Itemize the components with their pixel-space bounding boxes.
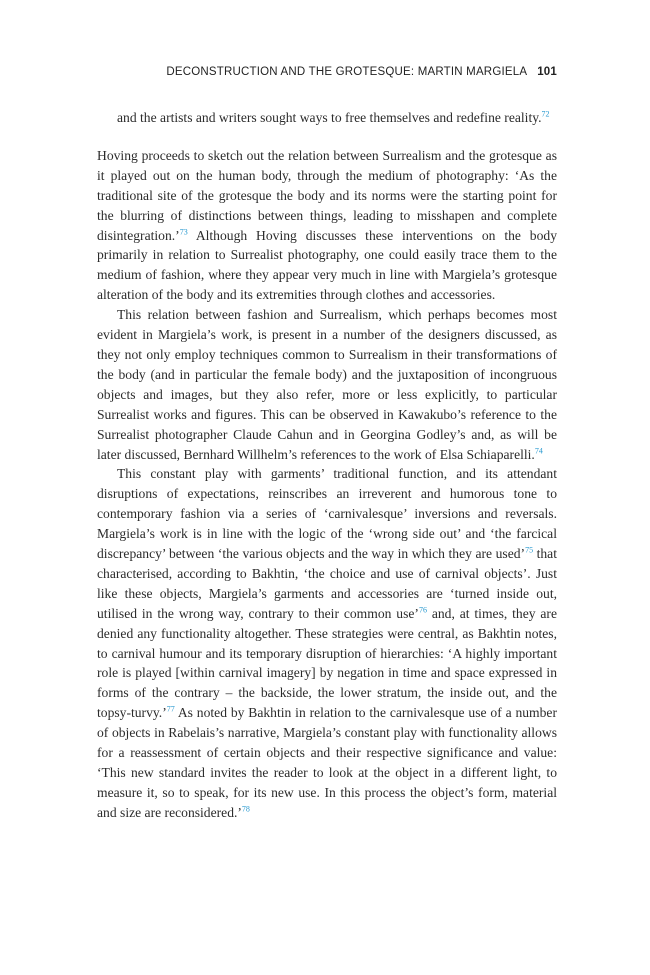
paragraph-3-text-a: This constant play with garments’ traditional function, and its attendant disruptions of expectations, reinscribes an irreverent and humorous tone to contemporary fashion via a series of ‘carnivalesque’ inversions and reversals. Margiela’s work is in line with the logic of the ‘wrong side out’ and ‘the farcical discrepancy’ between ‘the various objects and the way in which they are used’ bbox=[97, 466, 557, 562]
footnote-ref-78[interactable]: 78 bbox=[241, 804, 250, 814]
footnote-ref-77[interactable]: 77 bbox=[166, 704, 175, 714]
paragraph-1-text-b: Although Hoving discusses these interventions on the body primarily in relation to Surrealist photography, one could easily trace them to the medium of fashion, where they appear very much in line with Margiela’s grotesque alteration of the body and its extremities through clothes and accessories. bbox=[97, 227, 557, 303]
paragraph-3-text-c: and, at times, they are denied any functionality altogether. These strategies were central, as Bakhtin notes, to carnival humour and its temporary disruption of hierarchies: ‘A highly important role is played [within carnival imagery] by negation in time and space expressed in forms of the contrary – the backside, the lower stratum, the inside out, and the topsy-turvy.’ bbox=[97, 605, 557, 721]
paragraph-1-text-a: Hoving proceeds to sketch out the relation between Surrealism and the grotesque as it played out on the human body, through the medium of photography: ‘As the traditional site of the grotesque the body and its norms were the starting point for the blurring of distinctions between things, leading to misshapen and complete disintegration.’ bbox=[97, 147, 557, 243]
page-number: 101 bbox=[537, 66, 557, 78]
footnote-ref-76[interactable]: 76 bbox=[418, 605, 427, 615]
block-quote bbox=[117, 108, 557, 128]
paragraph-1 bbox=[97, 146, 557, 305]
footnote-ref-74[interactable]: 74 bbox=[534, 445, 543, 455]
chapter-title: DECONSTRUCTION AND THE GROTESQUE: MARTIN MARGIELA bbox=[166, 66, 528, 78]
paragraph-2 bbox=[97, 305, 557, 464]
footnote-ref-75[interactable]: 75 bbox=[525, 545, 534, 555]
body-text bbox=[97, 108, 557, 823]
paragraph-2-text: This relation between fashion and Surrealism, which perhaps becomes most evident in Margiela’s work, is present in a number of the designers discussed, as they not only employ techniques common to Surrealism in their transformations of the body (and in particular the female body) and the juxtaposition of incongruous objects and images, but they also refer, more or less explicitly, to particular Surrealist works and figures. This can be observed in Kawakubo’s reference to the Surrealist photographer Claude Cahun and in Georgina Godley’s and, as will be later discussed, Bernhard Willhelm’s references to the work of Elsa Schiaparelli. bbox=[97, 307, 557, 462]
footnote-ref-72[interactable]: 72 bbox=[541, 109, 550, 119]
quote-text: and the artists and writers sought ways to free themselves and redefine reality. bbox=[117, 110, 542, 125]
paragraph-3-text-d: As noted by Bakhtin in relation to the carnivalesque use of a number of objects in Rabelais’s narrative, Margiela’s constant play with functionality allows for a reassessment of certain objects and their respective significance and value: ‘This new standard invites the reader to look at the object in a different light, to measure it, so to speak, for its new use. In this process the object’s form, material and size are reconsidered.’ bbox=[97, 705, 557, 820]
paragraph-3 bbox=[97, 464, 557, 822]
footnote-ref-73[interactable]: 73 bbox=[179, 227, 188, 236]
paragraph-3-text-b: that characterised, according to Bakhtin, ‘the choice and use of carnival objects’. Just like these objects, Margiela’s garments and accessories are ‘turned inside out, utilised in the wrong way, contrary to their common use’ bbox=[97, 546, 557, 621]
running-header bbox=[97, 66, 557, 78]
